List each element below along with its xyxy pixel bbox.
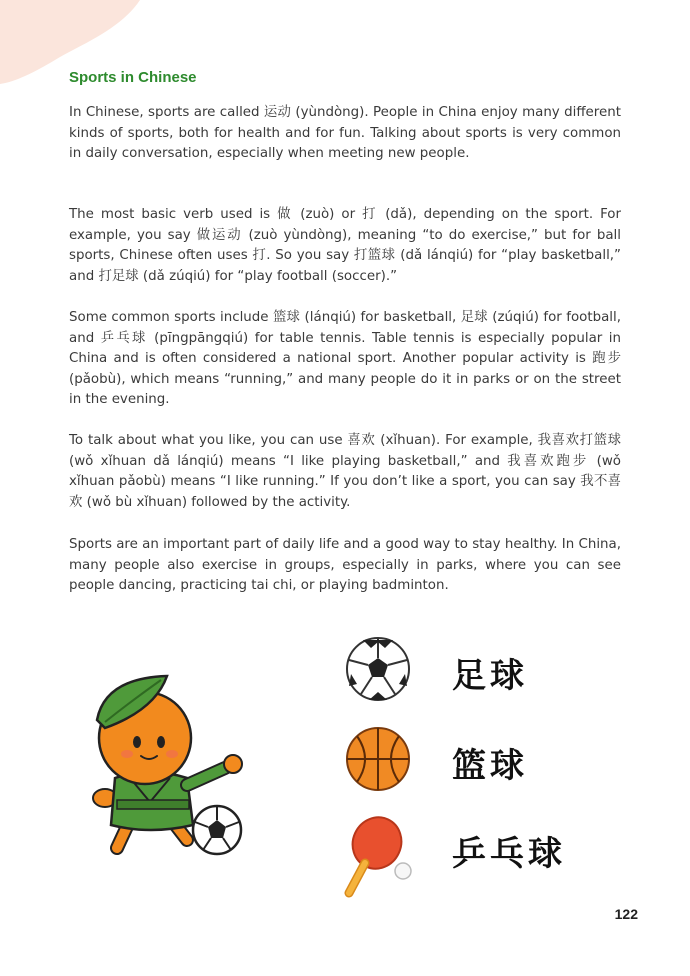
page-number: 122 (614, 906, 638, 922)
paragraph-healthy: Sports are an important part of daily life and a good way to stay healthy. In China, many people also exercise in groups, especially in parks, where you can see people dancing, practicing tai chi, or playing badminton. (69, 537, 621, 593)
paragraph-intro: In Chinese, sports are called 运动 (yùndòng). People in China enjoy many different kinds of sports, both for health and for fun. Talking about sports is very common in daily conversation, especially when meeting new people. (69, 105, 621, 161)
page-title: Sports in Chinese (69, 69, 197, 86)
vocab-word-basketball: 篮球 (452, 746, 528, 786)
paragraph-common-sports: Some common sports include 篮球 (lánqiú) for basketball, 足球 (zúqiú) for football, and 乒乓球 (pīngpāngqiú) for table tennis. Table tennis is especially popular in China and is often considered a national sport. Another popular activity is 跑步 (pǎobù), which means “running,” and many people do it in parks or on the street in the evening. (69, 310, 621, 407)
vocab-word-table-tennis: 乒乓球 (452, 834, 566, 874)
orange-mascot-icon (75, 670, 250, 865)
ping-pong-paddle-icon (343, 813, 415, 899)
basketball-icon (345, 726, 411, 792)
soccer-ball-icon (345, 636, 411, 702)
paragraph-verbs: The most basic verb used is 做 (zuò) or 打 (dǎ), depending on the sport. For example, you say 做运动 (zuò yùndòng), meaning “to do exercise,” but for ball sports, Chinese often uses 打. So you say 打篮球 (dǎ lánqiú) for “play basketball,” and 打足球 (dǎ zúqiú) for “play football (soccer).” (69, 207, 621, 284)
vocab-word-football: 足球 (452, 656, 528, 696)
paragraph-likes: To talk about what you like, you can use 喜欢 (xǐhuan). For example, 我喜欢打篮球 (wǒ xǐhuan dǎ lánqiú) means “I like playing basketball,” and 我喜欢跑步 (wǒ xǐhuan pǎobù) means “I like running.” If you don’t like a sport, you can say 我不喜欢 (wǒ bù xǐhuan) followed by the activity. (69, 433, 621, 510)
